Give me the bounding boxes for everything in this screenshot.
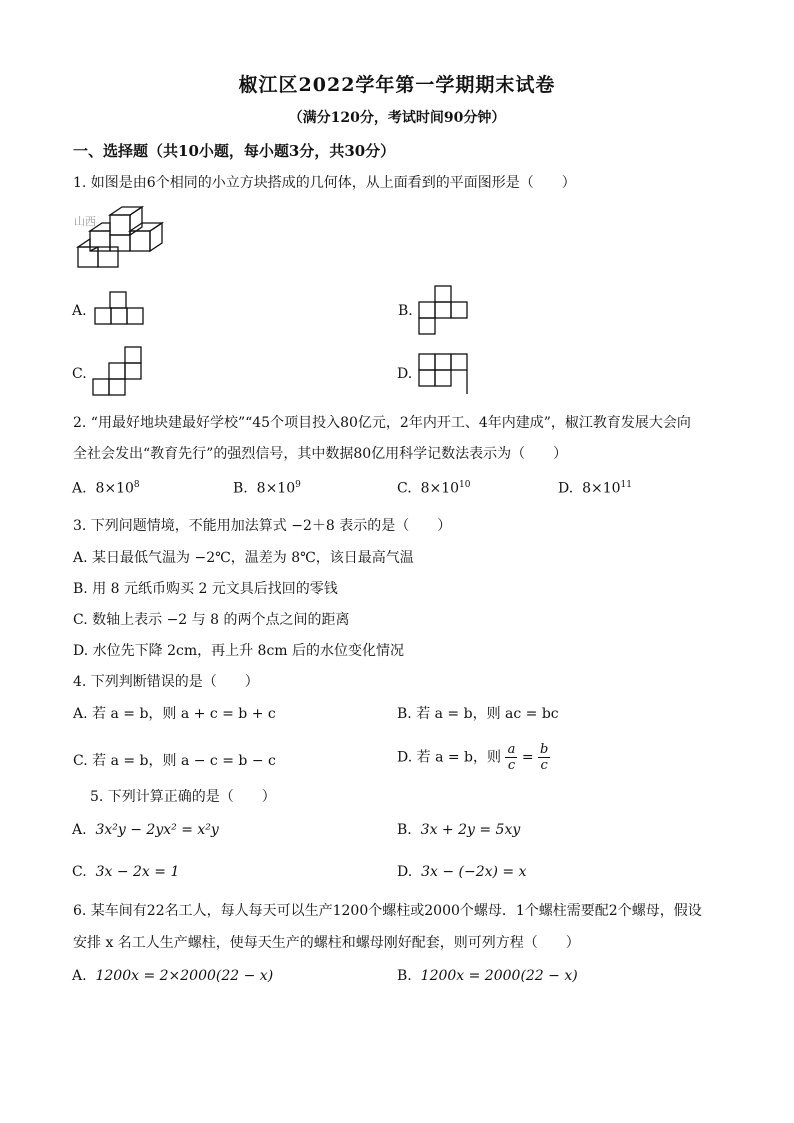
option-exponent: 11 xyxy=(620,480,632,490)
fraction-b-over-c xyxy=(538,742,550,773)
option-expression: 3x − 2x = 1 xyxy=(95,864,180,880)
option-1c-figure xyxy=(92,345,144,397)
numerator: b xyxy=(539,742,549,757)
option-5b[interactable] xyxy=(397,822,520,838)
section-heading: 一、选择题（共10小题，每小题3分，共30分） xyxy=(73,142,396,160)
numerator: a xyxy=(507,742,516,757)
option-4a[interactable]: A. 若 a = b，则 a + c = b + c xyxy=(73,706,276,722)
option-label: B. xyxy=(397,822,412,838)
option-label: A. xyxy=(72,968,87,984)
option-1c-label[interactable]: C. xyxy=(72,366,87,382)
option-expression: 3x − (−2x) = x xyxy=(421,864,527,880)
option-5c[interactable] xyxy=(72,864,179,880)
page-title: 椒江区2022学年第一学期期末试卷 xyxy=(238,74,556,96)
cube-figure xyxy=(74,203,174,273)
question-5-stem: 5. 下列计算正确的是（ ） xyxy=(90,789,276,805)
option-6b[interactable] xyxy=(397,968,578,984)
option-4c[interactable]: C. 若 a = b，则 a − c = b − c xyxy=(73,753,276,769)
question-6-stem-line2: 安排 x 名工人生产螺柱，使每天生产的螺柱和螺母刚好配套，则可列方程（ ） xyxy=(73,935,580,951)
option-label: A. xyxy=(72,480,87,497)
option-1d-label[interactable]: D. xyxy=(397,366,413,382)
option-4d[interactable] xyxy=(397,742,550,773)
option-expression: 3x²y − 2yx² = x²y xyxy=(95,822,219,838)
option-expression: 3x + 2y = 5xy xyxy=(420,822,521,838)
question-2-stem-line1: 2. “用最好地块建最好学校”“45个项目投入80亿元，2年内开工、4年内建成”，椒江教育发展大会向 xyxy=(73,415,691,431)
question-1-stem: 1. 如图是由6个相同的小立方块搭成的几何体，从上面看到的平面图形是（ ） xyxy=(73,175,576,191)
option-expression: 1200x = 2×2000(22 − x) xyxy=(95,968,274,984)
option-label: B. xyxy=(233,480,248,497)
option-1a-figure xyxy=(94,290,146,328)
option-expression: 1200x = 2000(22 − x) xyxy=(420,968,578,984)
option-label: D. xyxy=(558,480,574,497)
option-3c[interactable]: C. 数轴上表示 −2 与 8 的两个点之间的距离 xyxy=(73,612,350,628)
denominator: c xyxy=(507,758,516,773)
option-exponent: 10 xyxy=(459,480,471,490)
option-3d[interactable]: D. 水位先下降 2cm，再上升 8cm 后的水位变化情况 xyxy=(73,643,405,659)
question-3-stem: 3. 下列问题情境，不能用加法算式 −2＋8 表示的是（ ） xyxy=(73,518,452,534)
exam-info: （满分120分，考试时间90分钟） xyxy=(288,110,506,126)
option-4b[interactable]: B. 若 a = b，则 ac = bc xyxy=(397,706,559,722)
option-base: 8×10 xyxy=(420,480,460,497)
option-base: 8×10 xyxy=(95,480,134,497)
option-6a[interactable] xyxy=(72,968,273,984)
option-label: D. xyxy=(397,864,413,880)
question-6-stem-line1: 6. 某车间有22名工人，每人每天可以生产1200个螺柱或2000个螺母．1个螺柱需要配2个螺母，假设 xyxy=(73,903,702,919)
option-base: 8×10 xyxy=(256,480,296,497)
option-1b-figure xyxy=(418,284,470,336)
denominator: c xyxy=(540,758,548,773)
option-2b[interactable] xyxy=(233,480,301,497)
question-2-stem-line2: 全社会发出“教育先行”的强烈信号，其中数据80亿用科学记数法表示为（ ） xyxy=(73,446,568,462)
option-2c[interactable] xyxy=(397,480,470,497)
option-2a[interactable] xyxy=(72,480,140,497)
question-4-stem: 4. 下列判断错误的是（ ） xyxy=(73,674,259,690)
svg-text:山西: 山西 xyxy=(74,215,96,228)
option-1a-label[interactable]: A. xyxy=(72,303,87,319)
option-2d[interactable] xyxy=(558,480,632,497)
option-base: 8×10 xyxy=(582,480,621,497)
option-1d-figure xyxy=(418,352,470,394)
option-4d-prefix: D. 若 a = b，则 xyxy=(397,749,502,766)
option-3b[interactable]: B. 用 8 元纸币购买 2 元文具后找回的零钱 xyxy=(73,581,338,597)
option-label: C. xyxy=(72,864,87,880)
option-exponent: 9 xyxy=(295,480,301,490)
option-5a[interactable] xyxy=(72,822,219,838)
option-exponent: 8 xyxy=(133,480,140,490)
fraction-a-over-c xyxy=(505,742,517,773)
option-3a[interactable]: A. 某日最低气温为 −2℃，温差为 8℃，该日最高气温 xyxy=(73,550,414,566)
option-5d[interactable] xyxy=(397,864,527,880)
equals-sign: = xyxy=(521,749,534,766)
option-label: A. xyxy=(72,822,87,838)
option-label: C. xyxy=(397,480,412,497)
option-label: B. xyxy=(397,968,412,984)
option-1b-label[interactable]: B. xyxy=(398,303,413,319)
